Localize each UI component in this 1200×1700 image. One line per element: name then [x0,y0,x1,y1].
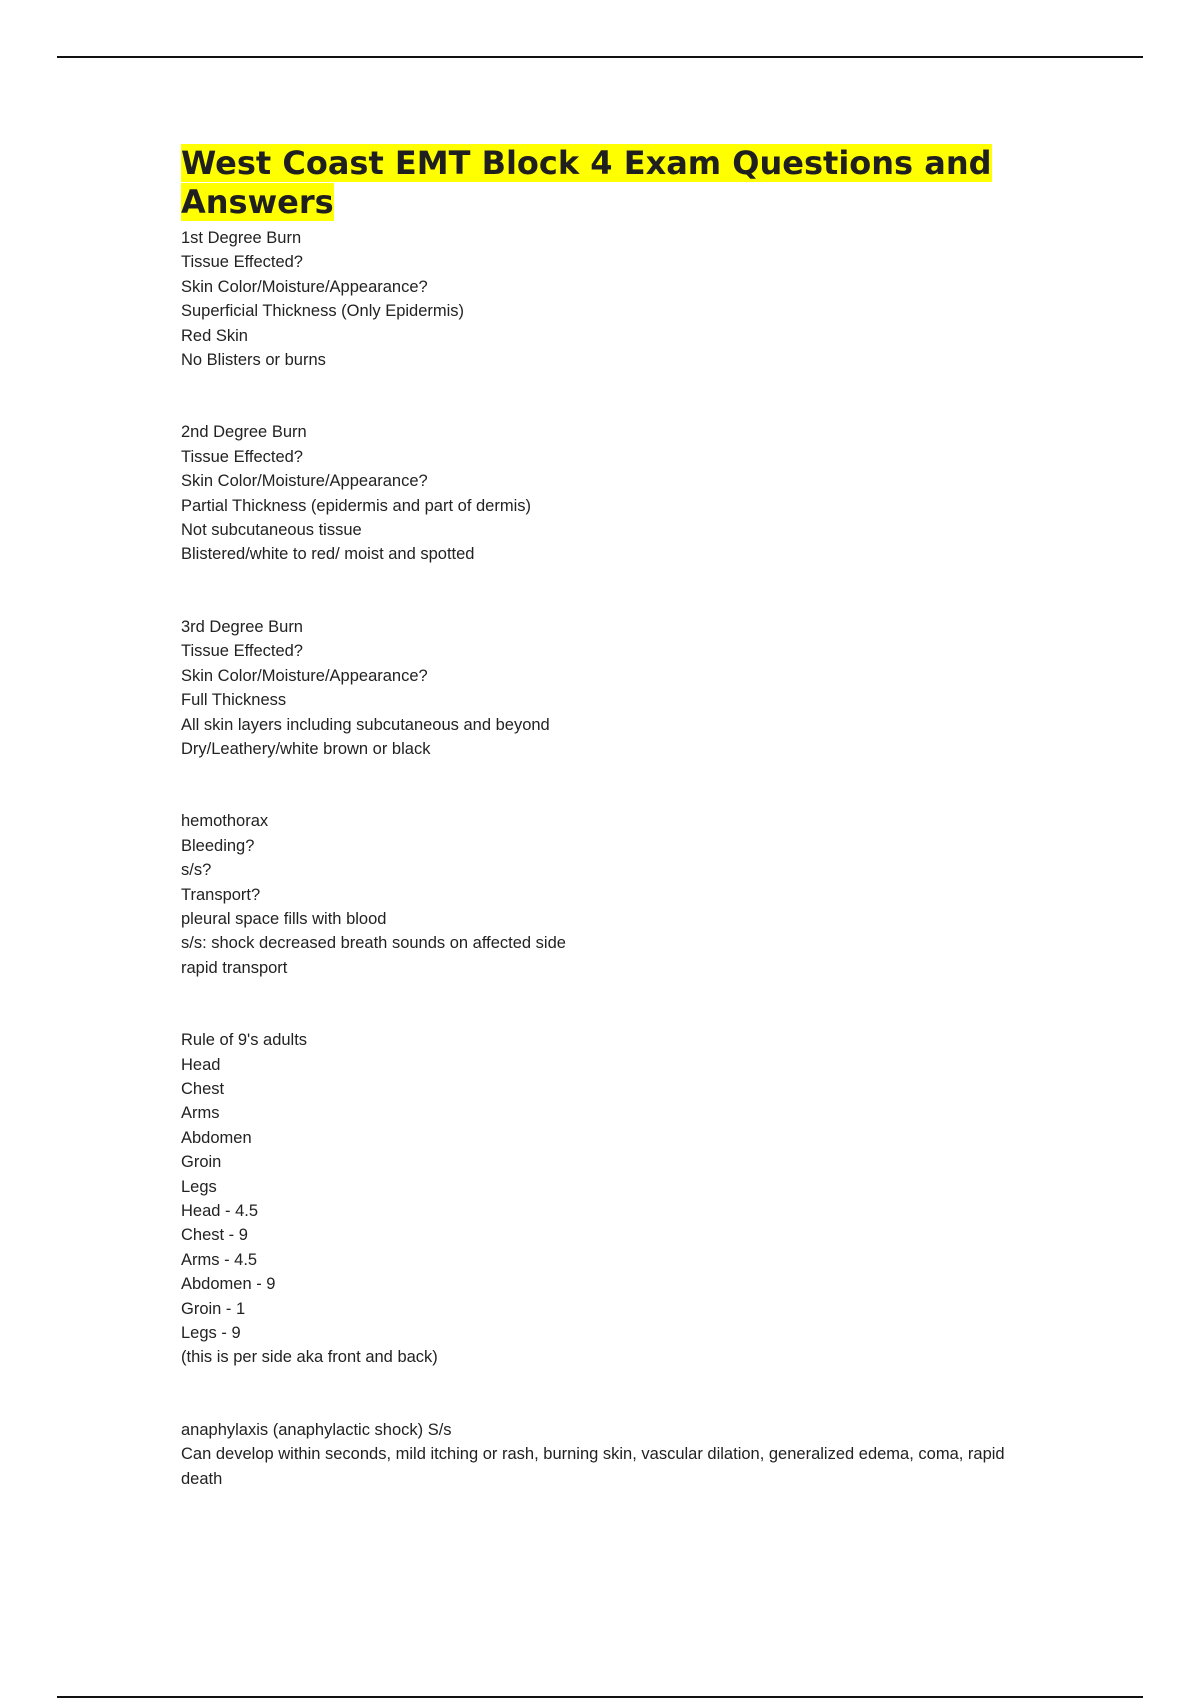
qa-line: Groin - 1 [181,1299,246,1318]
qa-section-heading: 1st Degree Burn [181,229,302,247]
qa-line: Groin [181,1153,222,1172]
qa-line: Arms [181,1104,220,1123]
qa-line: Bleeding? [181,836,255,855]
qa-line: Tissue Effected? [181,253,303,272]
qa-line: Skin Color/Moisture/Appearance? [181,472,428,491]
qa-line: Dry/Leathery/white brown or black [181,739,431,758]
qa-line: s/s? [181,861,212,880]
qa-section-heading: anaphylaxis (anaphylactic shock) S/s [181,1420,452,1439]
qa-line: No Blisters or burns [181,351,326,370]
qa-section-heading: Rule of 9's adults [181,1031,308,1050]
qa-line: Legs [181,1177,217,1196]
qa-line: Chest [181,1079,225,1098]
qa-line: Skin Color/Moisture/Appearance? [181,666,428,685]
qa-section-heading: 2nd Degree Burn [181,423,307,442]
qa-line: Tissue Effected? [181,642,303,661]
qa-line: rapid transport [181,958,288,977]
qa-section [181,615,1021,761]
qa-section [181,226,1021,372]
qa-section [181,809,1021,980]
document-body [181,144,1021,1539]
qa-line: Head [181,1055,221,1074]
qa-section [181,1418,1021,1491]
qa-line: Superficial Thickness (Only Epidermis) [181,302,465,321]
qa-line: Legs - 9 [181,1324,241,1343]
document-title-text: West Coast EMT Block 4 Exam Questions and Answers [181,144,992,221]
qa-line: Not subcutaneous tissue [181,521,362,540]
qa-section [181,1028,1021,1370]
qa-line: (this is per side aka front and back) [181,1348,438,1367]
bottom-rule [57,1696,1143,1698]
qa-section-heading: 3rd Degree Burn [181,617,303,636]
qa-sections [181,226,1021,1491]
qa-line: Arms - 4.5 [181,1250,258,1269]
qa-section [181,420,1021,566]
qa-line: Tissue Effected? [181,447,303,466]
qa-line: s/s: shock decreased breath sounds on affected side [181,934,566,953]
qa-line: Full Thickness [181,691,287,710]
qa-line: Head - 4.5 [181,1202,259,1220]
qa-line: Blistered/white to red/ moist and spotted [181,545,475,564]
qa-line: Red Skin [181,326,248,345]
qa-line: Chest - 9 [181,1226,248,1245]
qa-line: pleural space fills with blood [181,909,387,928]
qa-line: Can develop within seconds, mild itching or rash, burning skin, vascular dilation, generalized edema, coma, rapid death [181,1445,1005,1488]
document-title [181,144,1021,222]
top-rule [57,56,1143,58]
qa-line: Abdomen - 9 [181,1275,276,1294]
qa-line: Transport? [181,885,261,904]
qa-line: Abdomen [181,1128,252,1147]
qa-section-heading: hemothorax [181,812,269,831]
qa-line: All skin layers including subcutaneous and beyond [181,715,550,734]
qa-line: Skin Color/Moisture/Appearance? [181,277,428,296]
qa-line: Partial Thickness (epidermis and part of dermis) [181,496,531,515]
